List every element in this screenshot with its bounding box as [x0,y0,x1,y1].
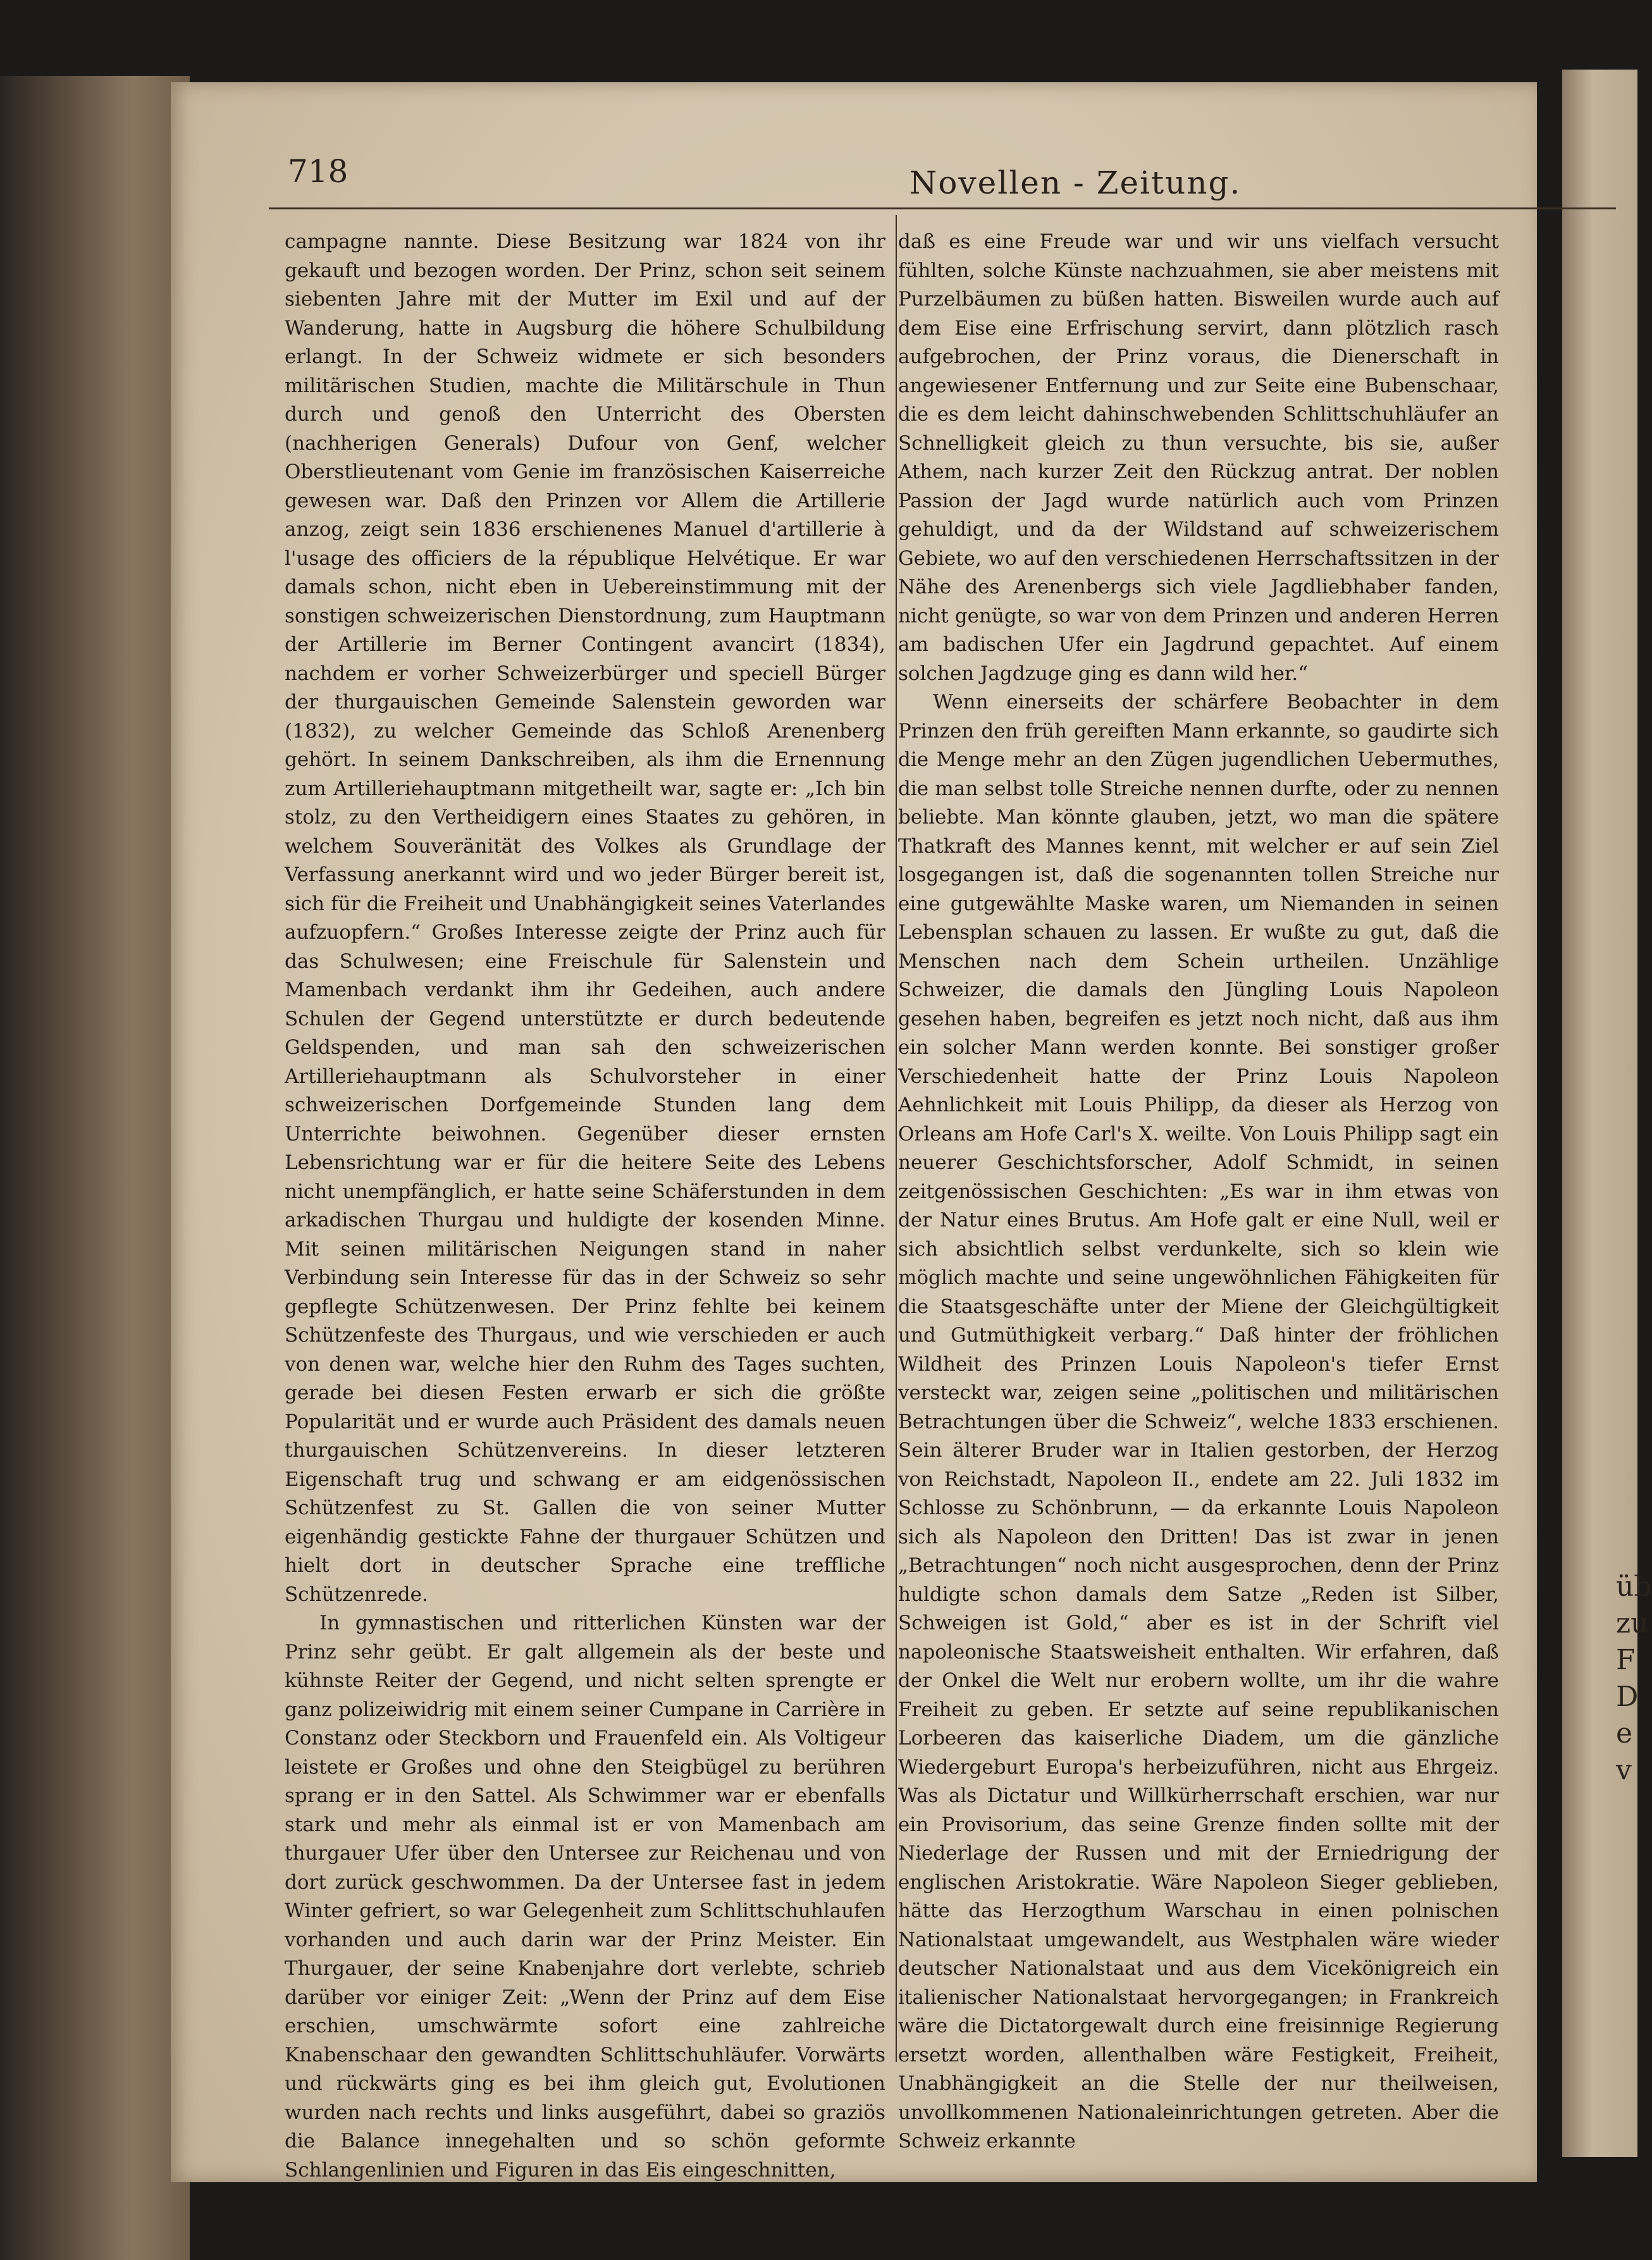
adjacent-page [1562,70,1652,2157]
book-page-edges [0,76,190,2260]
right-column [898,228,1499,2156]
book-page [171,82,1537,2182]
paragraph: Wenn einerseits der schärfere Beobachter in dem Prinzen den früh gereiften Mann erkannte, so gaudirte sich die Menge mehr an den Zügen jugendlichen Uebermuthes, die man selbst tolle Streiche nennen durfte, oder zu nennen beliebte. Man könnte glauben, jetzt, wo man die spätere Thatkraft des Mannes kennt, mit welcher er auf sein Ziel losgegangen ist, daß die sogenannten tollen Streiche nur eine gutgewählte Maske waren, um Niemanden in seinen Lebensplan schauen zu lassen. Er wußte zu gut, daß die Menschen nach dem Schein urtheilen. Unzählige Schweizer, die damals den Jüngling Louis Napoleon gesehen haben, begreifen es jetzt noch nicht, daß aus ihm ein solcher Mann werden konnte. Bei sonstiger großer Verschiedenheit hatte der Prinz Louis Napoleon Aehnlichkeit mit Louis Philipp, da dieser als Herzog von Orleans am Hofe Carl's X. weilte. Von Louis Philipp sagt ein neuerer Geschichtsforscher, Adolf Schmidt, in seinen zeitgenössischen Geschichten: „Es war in ihm etwas von der Natur eines Brutus. Am Hofe galt er eine Null, weil er sich absichtlich selbst verdunkelte, sich so klein wie möglich machte und seine ungewöhnlichen Fähigkeiten für die Staatsgeschäfte unter der Miene der Gleichgültigkeit und Gutmüthigkeit verbarg.“ Daß hinter der fröhlichen Wildheit des Prinzen Louis Napoleon's tiefer Ernst versteckt war, zeigen seine „politischen und militärischen Betrachtungen über die Schweiz“, welche 1833 erschienen. Sein älterer Bruder war in Italien gestorben, der Herzog von Reichstadt, Napoleon II., endete am 22. Juli 1832 im Schlosse zu Schönbrunn, — da erkannte Louis Napoleon sich als Napoleon den Dritten! Das ist zwar in jenen „Betrachtungen“ noch nicht ausgesprochen, denn der Prinz huldigte schon damals dem Satze „Reden ist Silber, Schweigen ist Gold,“ aber es ist in der Schrift viel napoleonische Staatsweisheit enthalten. Wir erfahren, daß der Onkel die Welt nur erobern wollte, um ihr die wahre Freiheit zu geben. Er setzte auf seine republikanischen Lorbeeren das kaiserliche Diadem, um die gänzliche Wiedergeburt Europa's herbeizuführen, nicht aus Ehrgeiz. Was als Dictatur und Willkürherrschaft erschien, war nur ein Provisorium, das seine Grenze finden sollte mit der Niederlage der Russen und mit der Erniedrigung der englischen Aristokratie. Wäre Napoleon Sieger geblieben, hätte das Herzogthum Warschau in einen polnischen Nationalstaat umgewandelt, aus Westphalen wäre wieder deutscher Nationalstaat und aus dem Vicekönigreich ein italienischer Nationalstaat hervorgegangen; in Frankreich wäre die Dictatorgewalt durch eine freisinnige Regierung ersetzt worden, allenthalben wäre Festigkeit, Freiheit, Unabhängigkeit an die Stelle der nur theilweisen, unvollkommenen Nationaleinrichtungen getreten. Aber die Schweiz erkannte [898,691,1499,2152]
header-rule [269,207,1616,209]
left-column [285,228,885,2185]
paragraph: daß es eine Freude war und wir uns vielfach versucht fühlten, solche Künste nachzuahmen, sie aber meistens mit Purzelbäumen zu büßen hatten. Bisweilen wurde auch auf dem Eise eine Erfrischung servirt, dann plötzlich rasch aufgebrochen, der Prinz voraus, die Dienerschaft in angewiesener Entfernung und zur Seite eine Bubenschaar, die es dem leicht dahinschwebenden Schlittschuhläufer an Schnelligkeit gleich zu thun versuchte, bis sie, außer Athem, nach kurzer Zeit den Rückzug antrat. Der noblen Passion der Jagd wurde natürlich auch vom Prinzen gehuldigt, und da der Wildstand auf schweizerischem Gebiete, wo auf den verschiedenen Herrschaftssitzen in der Nähe des Arenenbergs sich viele Jagdliebhaber fanden, nicht genügte, so war von dem Prinzen und anderen Herren am badischen Ufer ein Jagdrund gepachtet. Auf einem solchen Jagdzuge ging es dann wild her.“ [898,230,1499,685]
column-divider [896,215,897,2062]
paragraph: campagne nannte. Diese Besitzung war 1824 von ihr gekauft und bezogen worden. Der Prinz, schon seit seinem siebenten Jahre mit der Mutter im Exil und auf der Wanderung, hatte in Augsburg die höhere Schulbildung erlangt. In der Schweiz widmete er sich besonders militärischen Studien, machte die Militärschule in Thun durch und genoß den Unterricht des Obersten (nachherigen Generals) Dufour von Genf, welcher Oberstlieutenant vom Genie im französischen Kaiserreiche gewesen war. Daß den Prinzen vor Allem die Artillerie anzog, zeigt sein 1836 erschienenes Manuel d'artillerie à l'usage des officiers de la république Helvétique. Er war damals schon, nicht eben in Uebereinstimmung mit der sonstigen schweizerischen Dienstordnung, zum Hauptmann der Artillerie im Berner Contingent avancirt (1834), nachdem er vorher Schweizerbürger und speciell Bürger der thurgauischen Gemeinde Salenstein geworden war (1832), zu welcher Gemeinde das Schloß Arenenberg gehört. In seinem Dankschreiben, als ihm die Ernennung zum Artilleriehauptmann mitgetheilt war, sagte er: „Ich bin stolz, zu den Vertheidigern eines Staates zu gehören, in welchem Souveränität des Volkes als Grundlage der Verfassung anerkannt wird und wo jeder Bürger bereit ist, sich für die Freiheit und Unabhängigkeit seines Vaterlandes aufzuopfern.“ Großes Interesse zeigte der Prinz auch für das Schulwesen; eine Freischule für Salenstein und Mamenbach verdankt ihm ihr Gedeihen, auch andere Schulen der Gegend unterstützte er durch bedeutende Geldspenden, und man sah den schweizerischen Artilleriehauptmann als Schulvorsteher in einer schweizerischen Dorfgemeinde Stunden lang dem Unterrichte beiwohnen. Gegenüber dieser ernsten Lebensrichtung war er für die heitere Seite des Lebens nicht unempfänglich, er hatte seine Schäferstunden in dem arkadischen Thurgau und huldigte der kosenden Minne. Mit seinen militärischen Neigungen stand in naher Verbindung sein Interesse für das in der Schweiz so sehr gepflegte Schützenwesen. Der Prinz fehlte bei keinem Schützenfeste des Thurgaus, und wie verschieden er auch von denen war, welche hier den Ruhm des Tages suchten, gerade bei diesen Festen erwarb er sich die größte Popularität und er wurde auch Präsident des damals neuen thurgauischen Schützenvereins. In dieser letzteren Eigenschaft trug und schwang er am eidgenössischen Schützenfest zu St. Gallen die von seiner Mutter eigenhändig gestickte Fahne der thurgauer Schützen und hielt dort in deutscher Sprache eine treffliche Schützenrede. [285,230,885,1606]
running-header: Novellen - Zeitung. [909,164,1242,201]
page-number: 718 [288,153,348,190]
paragraph: In gymnastischen und ritterlichen Künsten war der Prinz sehr geübt. Er galt allgemein als der beste und kühnste Reiter der Gegend, und nicht selten sprengte er ganz polizeiwidrig mit einem seiner Cumpane in Carrière in Constanz oder Steckborn und Frauenfeld ein. Als Voltigeur leistete er Großes und ohne den Steigbügel zu berühren sprang er in den Sattel. Als Schwimmer war er ebenfalls stark und mehr als einmal ist er von Mamenbach am thurgauer Ufer über den Untersee zur Reichenau und von dort zurück geschwommen. Da der Untersee fast in jedem Winter gefriert, so war Gelegenheit zum Schlittschuhlaufen vorhanden und auch darin war der Prinz Meister. Ein Thurgauer, der seine Knabenjahre dort verlebte, schrieb darüber vor einiger Zeit: „Wenn der Prinz auf dem Eise erschien, umschwärmte sofort eine zahlreiche Knabenschaar den gewandten Schlittschuhläufer. Vorwärts und rückwärts ging es bei ihm gleich gut, Evolutionen wurden nach rechts und links ausgeführt, dabei so graziös die Balance innegehalten und so schön geformte Schlangenlinien und Figuren in das Eis eingeschnitten, [285,1612,885,2182]
adjacent-page-text: üb zu F D e v [1616,1571,1652,1786]
